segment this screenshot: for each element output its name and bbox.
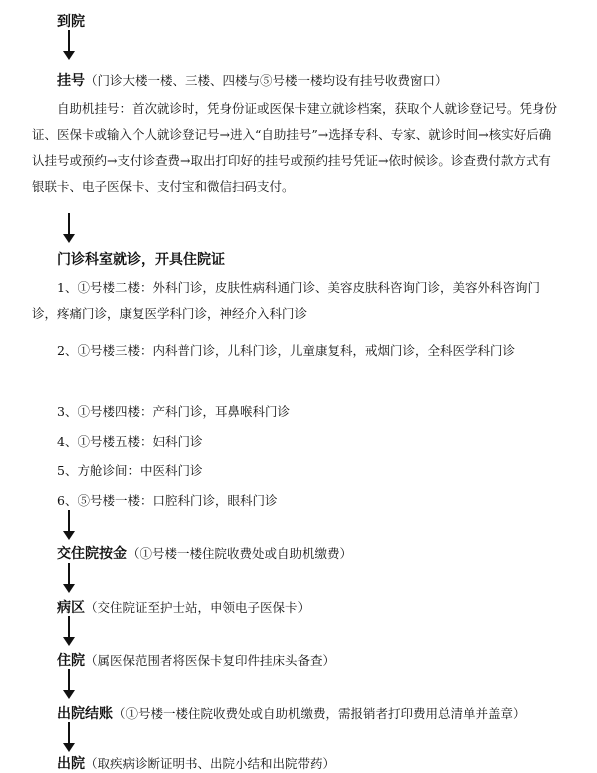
- clinic-item: 3、①号楼四楼：产科门诊，耳鼻喉科门诊: [57, 404, 290, 419]
- step-checkout: [57, 703, 526, 723]
- step-discharge: [57, 753, 335, 773]
- step-ward: [57, 597, 310, 617]
- step-deposit: [57, 543, 352, 563]
- step-discharge-title: 出院: [57, 756, 85, 772]
- flow-arrow: [62, 669, 76, 699]
- flow-arrow: [62, 563, 76, 593]
- clinic-item: 6、⑤号楼一楼：口腔科门诊，眼科门诊: [57, 493, 278, 508]
- step-arrive-title: 到院: [57, 14, 85, 30]
- step-ward-title: 病区: [57, 600, 85, 616]
- clinic-item: 2、①号楼三楼：内科普门诊，儿科门诊，儿童康复科，戒烟门诊，全科医学科门诊: [57, 343, 515, 358]
- step-register-title: 挂号: [57, 73, 85, 89]
- step-clinic-title: 门诊科室就诊，开具住院证: [57, 252, 225, 268]
- clinic-item: 4、①号楼五楼：妇科门诊: [57, 434, 203, 449]
- step-register-note: （门诊大楼一楼、三楼、四楼与⑤号楼一楼均设有挂号收费窗口）: [85, 73, 448, 88]
- clinic-item: 1、①号楼二楼：外科门诊，皮肤性病科通门诊、美容皮肤科咨询门诊，美容外科咨询门诊，疼痛门诊，康复医学科门诊，神经介入科门诊: [32, 280, 540, 321]
- step-discharge-note: （取疾病诊断证明书、出院小结和出院带药）: [85, 756, 336, 771]
- step-deposit-note: （①号楼一楼住院收费处或自助机缴费）: [127, 546, 353, 561]
- step-admission-title: 住院: [57, 653, 85, 669]
- flow-arrow: [62, 30, 76, 60]
- self-service-register-paragraph: 自助机挂号：首次就诊时，凭身份证或医保卡建立就诊档案，获取个人就诊登记号。凭身份证、医保卡或输入个人就诊登记号→进入“自助挂号”→选择专科、专家、就诊时间→核实好后确认挂号或预约→支付诊查费→取出打印好的挂号或预约挂号凭证→依时候诊。诊查费付款方式有银联卡、电子医保卡、支付宝和微信扫码支付。: [32, 101, 558, 194]
- flow-arrow: [62, 510, 76, 540]
- step-deposit-title: 交住院按金: [57, 546, 127, 562]
- flow-arrow: [62, 616, 76, 646]
- flow-arrow: [62, 722, 76, 752]
- step-register: [57, 70, 448, 90]
- step-ward-note: （交住院证至护士站，申领电子医保卡）: [85, 600, 311, 615]
- step-admission: [57, 650, 335, 670]
- clinic-item: 5、方舱诊间：中医科门诊: [57, 463, 203, 478]
- flow-arrow: [62, 213, 76, 243]
- step-checkout-title: 出院结账: [57, 706, 113, 722]
- step-checkout-note: （①号楼一楼住院收费处或自助机缴费，需报销者打印费用总清单并盖章）: [113, 706, 526, 721]
- step-admission-note: （属医保范围者将医保卡复印件挂床头备查）: [85, 653, 336, 668]
